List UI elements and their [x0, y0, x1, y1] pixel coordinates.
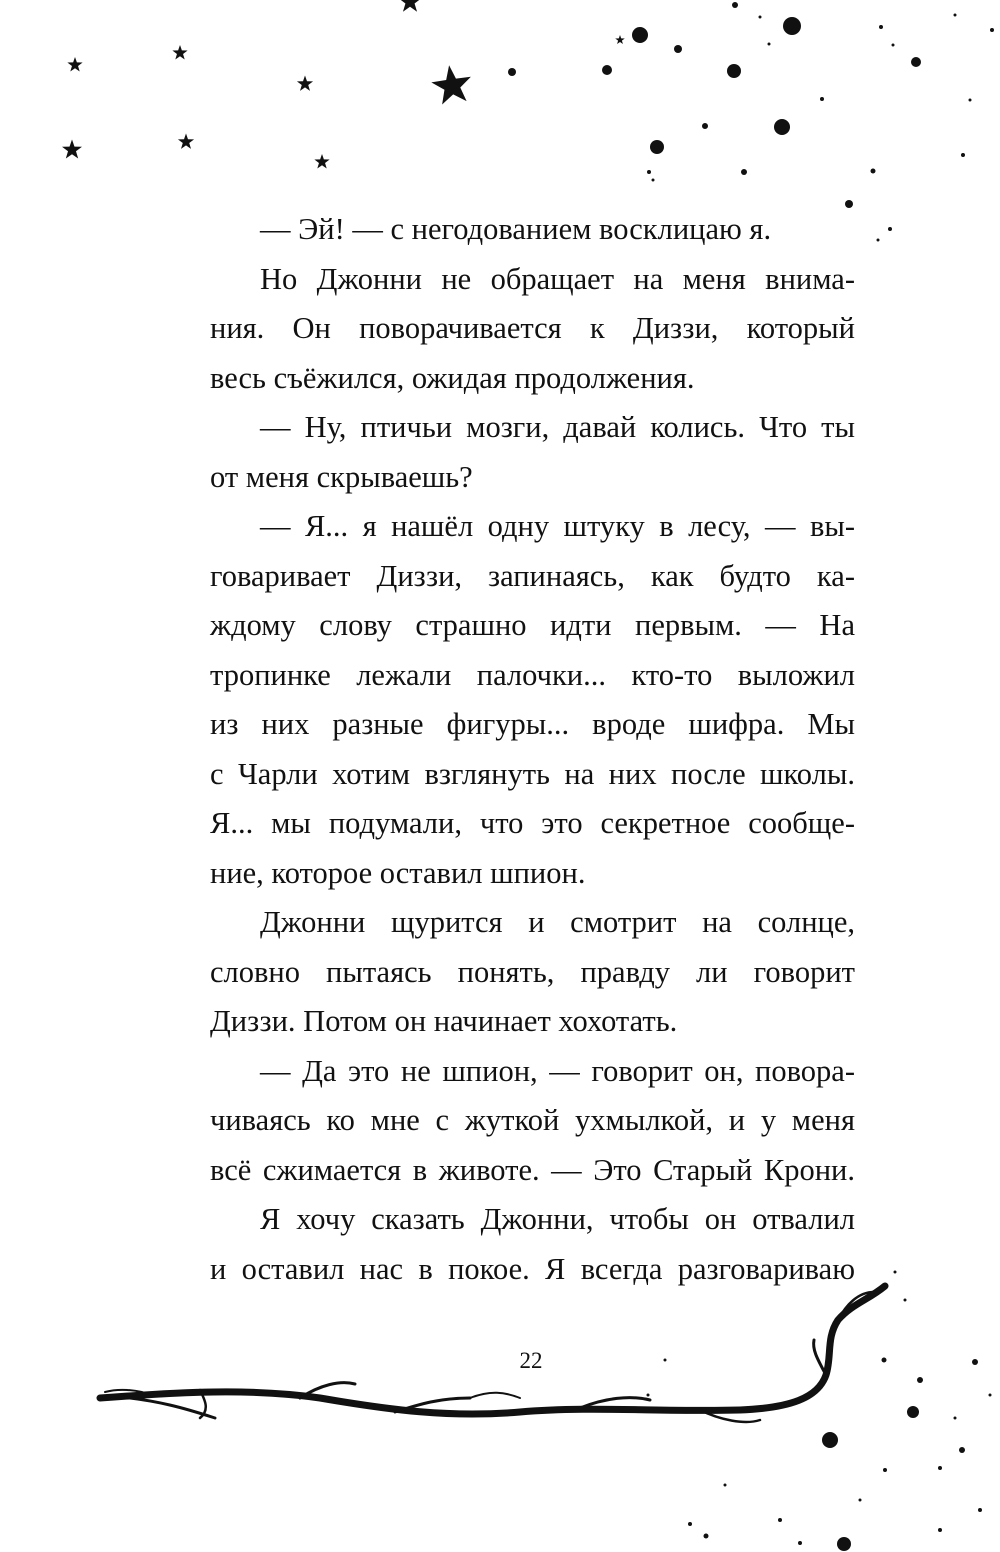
ink-dot	[871, 169, 876, 174]
ink-dot	[778, 1518, 782, 1522]
text-line: — Эй! — с негодованием восклицаю я.	[260, 212, 772, 246]
ink-dot	[938, 1466, 942, 1470]
ink-dot	[688, 1522, 692, 1526]
ink-dot	[837, 1537, 851, 1551]
ink-dot	[961, 153, 965, 157]
text-line: Я... мы подумали, что это секретное сообще-	[210, 806, 855, 840]
text-line: ние, которое оставил шпион.	[210, 855, 586, 890]
text-line: — Да это не шпион, — говорит он, повора-	[260, 1053, 855, 1088]
ink-dot	[959, 1447, 965, 1453]
text-line: — Я... я нашёл одну штуку в лесу, — вы-	[260, 509, 855, 543]
ink-dot	[879, 25, 883, 29]
text-line: Но Джонни не обращает на меня внима-	[260, 261, 855, 296]
ink-dot	[798, 1541, 802, 1545]
ink-dot	[989, 1394, 992, 1397]
text-line: Джонни щурится и смотрит на солнце,	[260, 905, 855, 939]
ink-dot	[820, 97, 824, 101]
star-icon	[615, 35, 625, 44]
ink-dot	[883, 1468, 887, 1472]
ink-dot	[508, 68, 516, 76]
star-icon	[62, 140, 82, 159]
ink-dot	[647, 1394, 650, 1397]
text-line: тропинке лежали палочки... кто-то выложил	[210, 657, 855, 692]
star-icon	[67, 57, 82, 71]
ink-dot	[602, 65, 612, 75]
text-line: чиваясь ко мне с жуткой ухмылкой, и у меня	[210, 1103, 855, 1137]
ink-dot	[759, 16, 762, 19]
ink-dot	[724, 1484, 727, 1487]
ink-dot	[704, 1534, 709, 1539]
ink-dot	[917, 1377, 923, 1383]
star-icon	[314, 154, 329, 168]
page-number: 22	[519, 1348, 543, 1373]
ink-dot	[674, 45, 682, 53]
ink-dot	[938, 1528, 942, 1532]
ink-dot	[990, 28, 994, 32]
text-line: весь съёжился, ожидая продолжения.	[210, 360, 695, 395]
text-line: ния. Он поворачивается к Диззи, который	[210, 311, 855, 345]
text-line: Я хочу сказать Джонни, чтобы он отвалил	[260, 1202, 855, 1236]
ink-dot	[768, 43, 771, 46]
ink-dot	[954, 14, 957, 17]
ink-dot	[954, 1417, 957, 1420]
ink-dot	[732, 2, 738, 8]
ink-dot	[727, 64, 741, 78]
text-line: Диззи. Потом он начинает хохотать.	[210, 1004, 678, 1038]
text-line: говаривает Диззи, запинаясь, как будто ка-	[210, 558, 855, 593]
ink-dot	[822, 1432, 838, 1448]
ink-dot	[892, 44, 895, 47]
ink-dot	[911, 57, 921, 67]
text-line: — Ну, птичьи мозги, давай колись. Что ты	[260, 410, 855, 444]
ink-dot	[650, 140, 664, 154]
ink-dot	[978, 1508, 982, 1512]
ink-dot	[741, 169, 747, 175]
text-line: и оставил нас в покое. Я всегда разговариваю	[210, 1251, 855, 1286]
ink-dot	[894, 1271, 897, 1274]
star-cluster	[62, 0, 625, 168]
star-icon	[429, 62, 474, 105]
ink-dot	[877, 239, 880, 242]
text-line: с Чарли хотим взглянуть на них после школы.	[210, 756, 855, 791]
star-icon	[399, 0, 422, 12]
body-text	[210, 205, 855, 1294]
ink-dot	[774, 119, 790, 135]
star-icon	[172, 45, 187, 59]
star-icon	[178, 134, 194, 149]
star-icon	[297, 76, 313, 91]
ink-dot	[652, 179, 655, 182]
ink-dot	[904, 1299, 907, 1302]
ink-dot	[702, 123, 708, 129]
ink-dot	[647, 170, 651, 174]
ink-dot	[859, 1499, 862, 1502]
ink-dot	[632, 27, 648, 43]
ink-dot	[907, 1406, 919, 1418]
text-line: из них разные фигуры... вроде шифра. Мы	[210, 707, 855, 741]
text-line: всё сжимается в животе. — Это Старый Крони.	[210, 1152, 855, 1187]
ink-dot	[783, 17, 801, 35]
text-line: словно пытаясь понять, правду ли говорит	[210, 954, 855, 989]
text-line: от меня скрываешь?	[210, 459, 473, 494]
text-line: ждому слову страшно идти первым. — На	[210, 608, 855, 642]
ink-dot	[969, 99, 972, 102]
ink-dot	[888, 227, 892, 231]
